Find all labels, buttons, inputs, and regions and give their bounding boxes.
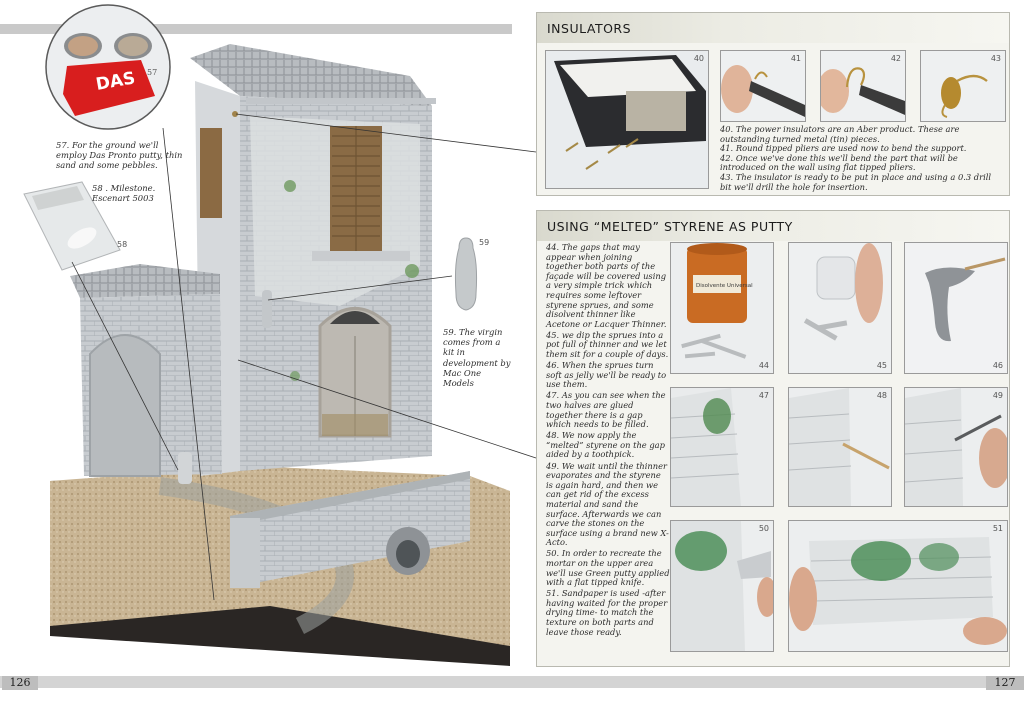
photo-51-sandpaper-finish <box>788 520 1008 652</box>
photo-49-number: 49 <box>992 391 1003 400</box>
photo-51-number: 51 <box>992 524 1003 533</box>
insulators-line-42: 42. Once we've done this we'll bend the part that will be introduced on the wall using flat tipped pliers. <box>720 152 958 173</box>
putty-para-44: 44. The gaps that may appear when joining together both parts of the façade will be covered using a very simple trick which requires some leftover styrene sprues, and some disolvent thinner like Acetone or Lacquer Thinner. <box>546 242 667 329</box>
photo-44-thinner-can <box>670 242 774 374</box>
photo-45-sprues-in-pot <box>788 242 892 374</box>
putty-title: USING “MELTED” STYRENE AS PUTTY <box>547 219 793 234</box>
putty-section <box>536 210 1010 667</box>
photo-42-number: 42 <box>890 54 901 63</box>
wall-pillar <box>230 518 260 588</box>
milestone <box>178 452 192 484</box>
page-number-right: 127 <box>986 676 1024 690</box>
putty-para-46: 46. When the sprues turn soft as jelly we'll be ready to use them. <box>546 360 667 390</box>
putty-para-51: 51. Sandpaper is used -after having waited for the proper drying time- to match the texture on both parts and leave those ready. <box>546 588 668 637</box>
photo-57-number: 57 <box>147 68 158 77</box>
photo-40-number: 40 <box>693 54 704 63</box>
small-house-door <box>90 335 160 476</box>
insulators-section <box>536 12 1010 196</box>
photo-43-number: 43 <box>990 54 1001 63</box>
insulator-mark <box>232 111 238 117</box>
photo-48-toothpick-application <box>788 387 892 507</box>
statue-niche <box>262 290 272 328</box>
insulators-header <box>537 13 1009 43</box>
can-label: Disolvente Universal <box>696 283 753 289</box>
insulators-line-41: 41. Round tipped pliers are used now to bend the support. <box>720 143 967 154</box>
photo-47-gap-between-halves <box>670 387 774 507</box>
photo-44-number: 44 <box>758 361 769 370</box>
diorama-photo <box>40 36 510 666</box>
insulators-line-43: 43. The insulator is ready to be put in place and using a 0.3 drill bit we'll drill the hole for insertion. <box>720 171 992 192</box>
photo-47-number: 47 <box>758 391 769 400</box>
photo-59-number: 59 <box>479 238 490 247</box>
photo-50-number: 50 <box>758 524 769 533</box>
caption-58 <box>92 183 162 203</box>
putty-header <box>537 211 1009 241</box>
caption-58-title: 58 . Milestone. <box>92 183 156 193</box>
photo-58-number: 58 <box>117 240 128 249</box>
caption-57: 57. For the ground we'll employ Das Pronto putty, thin sand and some pebbles. <box>56 140 183 171</box>
photo-48-number: 48 <box>876 391 887 400</box>
putty-para-50: 50. In order to recreate the mortar on the upper area we'll use Green putty applied with a flat tipped knife. <box>546 548 670 588</box>
photo-46-number: 46 <box>992 361 1003 370</box>
insulators-line-40: 40. The power insulators are an Aber product. These are outstanding turned metal (tin) pieces. <box>720 124 960 144</box>
putty-para-47: 47. As you can see when the two halves are glued together there is a gap which needs to be filled. <box>546 390 666 430</box>
photo-40-aber-insulators <box>545 50 709 189</box>
das-logo: DAS <box>94 68 137 95</box>
insulators-text <box>720 125 1004 192</box>
putty-para-49: 49. We wait until the thinner evaporates and the styrene is again hard, and then we can get rid of the excess material and sand the surface. Afterwards we can carve the stones on the surface using a brand new X-Acto. <box>546 460 669 548</box>
putty-para-45: 45. we dip the sprues into a pot full of thinner and we let them sit for a couple of days. <box>546 329 669 360</box>
photo-50-green-putty <box>670 520 774 652</box>
photo-49-xacto-carving <box>904 387 1008 507</box>
photo-43-insulator-ready <box>920 50 1006 122</box>
putty-text <box>546 243 670 639</box>
caption-58-sub: Escenart 5003 <box>92 193 154 204</box>
photo-42-flat-pliers <box>820 50 906 122</box>
photo-41-round-pliers <box>720 50 806 122</box>
photo-57-das-putty <box>45 4 171 130</box>
insulators-title: INSULATORS <box>547 21 632 36</box>
photo-41-number: 41 <box>790 54 801 63</box>
photo-46-melted-sprues <box>904 242 1008 374</box>
putty-para-48: 48. We now apply the “melted” styrene on the gap aided by a toothpick. <box>546 430 665 460</box>
photo-45-number: 45 <box>876 361 887 370</box>
bottom-gray-band <box>0 676 1024 688</box>
side-window <box>200 128 222 218</box>
caption-59: 59. The virgin comes from a kit in development by Mac One Models <box>443 327 511 389</box>
page-number-left: 126 <box>2 676 38 690</box>
